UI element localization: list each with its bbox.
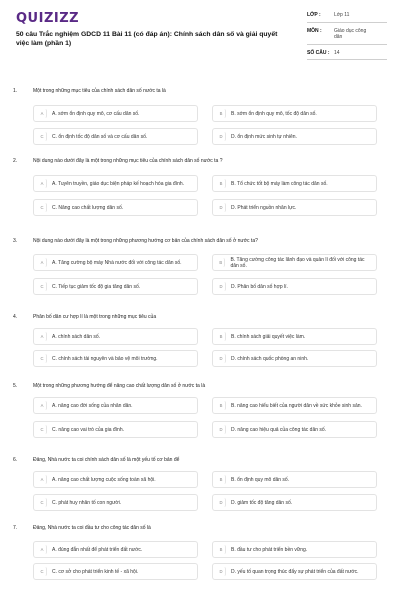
option-text: C. nâng cao vai trò của gia đình. [52, 426, 124, 433]
subject-value: Giáo dục công dân [334, 27, 367, 40]
question-number: 3. [13, 238, 18, 244]
answer-option-b[interactable] [212, 397, 377, 414]
option-letter: B [217, 258, 225, 267]
option-text: A. nâng cao chất lượng cuộc sống toàn xã hội. [52, 476, 156, 483]
answer-option-a[interactable] [33, 541, 198, 558]
question-number: 1. [13, 88, 18, 94]
option-text: C. Nâng cao chất lượng dân số. [52, 204, 124, 211]
subject-label: MÔN : [307, 27, 322, 34]
option-letter: C [38, 425, 47, 434]
answer-option-d[interactable] [212, 563, 377, 580]
option-text: A. Tăng cường bộ máy Nhà nước đối với công tác dân số. [52, 259, 182, 266]
answer-option-c[interactable] [33, 421, 198, 438]
option-letter: C [38, 498, 47, 507]
answer-option-a[interactable] [33, 328, 198, 345]
question-text: Đảng, Nhà nước ta coi chính sách dân số là một yếu tố cơ bản để [33, 457, 180, 463]
question-number: 5. [13, 383, 18, 389]
answer-option-c[interactable] [33, 350, 198, 367]
meta-subject-row [307, 28, 387, 45]
question-number: 4. [13, 314, 18, 320]
option-letter: B [217, 332, 226, 341]
answer-option-b[interactable] [212, 175, 377, 192]
question-text: Đảng, Nhà nước ta coi đầu tư cho công tác dân số là [33, 525, 151, 531]
question-text: Nội dung nào dưới đây là một trong những mục tiêu của chính sách dân số nước ta ? [33, 158, 223, 164]
count-value: 14 [334, 49, 340, 56]
option-letter: A [38, 179, 47, 188]
answer-option-a[interactable] [33, 397, 198, 414]
option-letter: D [217, 567, 226, 576]
class-value: Lớp 11 [334, 12, 350, 18]
option-letter: D [217, 354, 226, 363]
option-text: D. giảm tốc độ tăng dân số. [231, 499, 293, 506]
answer-option-d[interactable] [212, 278, 377, 295]
option-text: A. sớm ổn định quy mô, cơ cấu dân số. [52, 110, 140, 117]
answer-option-a[interactable] [33, 105, 198, 122]
answer-option-b[interactable] [212, 105, 377, 122]
answer-option-b[interactable] [212, 471, 377, 488]
option-letter: C [38, 354, 47, 363]
option-text: C. chính sách tài nguyên và bảo vệ môi trường. [52, 355, 158, 362]
answer-option-c[interactable] [33, 128, 198, 145]
answer-option-d[interactable] [212, 494, 377, 511]
answer-option-d[interactable] [212, 199, 377, 216]
option-letter: A [38, 475, 47, 484]
option-text: A. Tuyên truyền, giáo dục biện pháp kế hoạch hóa gia đình. [52, 180, 185, 187]
option-letter: C [38, 132, 47, 141]
option-text: D. yếu tố quan trọng thúc đẩy sự phát triển của đất nước. [231, 568, 359, 575]
option-letter: C [38, 567, 47, 576]
quizizz-logo: QUIZIZZ [16, 11, 80, 26]
option-letter: D [217, 498, 226, 507]
option-text: B. sớm ổn định quy mô, tốc độ dân số. [231, 110, 317, 117]
count-label: SỐ CÂU : [307, 49, 330, 56]
answer-option-c[interactable] [33, 199, 198, 216]
answer-option-d[interactable] [212, 128, 377, 145]
meta-class-row [307, 12, 387, 23]
option-letter: D [217, 425, 226, 434]
option-text: D. Phát triển nguồn nhân lực. [231, 204, 297, 211]
answer-option-a[interactable] [33, 254, 198, 271]
worksheet-title: 50 câu Trắc nghiệm GDCD 11 Bài 11 (có đáp án): Chính sách dân số và giải quyết việc làm (phần 1) [16, 31, 278, 47]
question-text: Một trong những mục tiêu của chính sách dân số nước ta là [33, 88, 166, 94]
option-letter: A [38, 401, 47, 410]
option-text: D. chính sách quốc phòng an ninh. [231, 355, 309, 362]
option-text: A. chính sách dân số. [52, 333, 101, 340]
option-letter: A [38, 332, 47, 341]
answer-option-b[interactable] [212, 328, 377, 345]
answer-option-b[interactable] [212, 541, 377, 558]
answer-option-c[interactable] [33, 494, 198, 511]
option-text: B. Tăng cường công tác lãnh đạo và quản lí đối với công tác dân số. [230, 256, 365, 269]
meta-count-row [307, 50, 387, 61]
option-text: A. đúng đắn nhất để phát triển đất nước. [52, 546, 143, 553]
option-letter: A [38, 258, 47, 267]
option-text: B. Tổ chức tốt bộ máy làm công tác dân số. [231, 180, 328, 187]
option-letter: A [38, 545, 47, 554]
answer-option-d[interactable] [212, 421, 377, 438]
option-text: D. nâng cao hiệu quả của công tác dân số. [231, 426, 327, 433]
answer-option-c[interactable] [33, 563, 198, 580]
question-text: Một trong những phương hướng để nâng cao chất lượng dân số ở nước ta là [33, 383, 206, 389]
option-letter: B [217, 545, 226, 554]
question-text: Nội dung nào dưới đây là một trong những phương hướng cơ bản của chính sách dân số ở nước ta? [33, 238, 258, 244]
option-letter: B [217, 401, 226, 410]
option-text: A. nâng cao đời sống của nhân dân. [52, 402, 133, 409]
option-letter: D [217, 203, 226, 212]
question-number: 2. [13, 158, 18, 164]
option-text: B. ổn định quy mô dân số. [231, 476, 290, 483]
answer-option-a[interactable] [33, 471, 198, 488]
option-letter: D [217, 132, 226, 141]
class-label: LỚP : [307, 12, 321, 18]
option-text: D. Phân bố dân số hợp lí. [231, 283, 288, 290]
option-letter: C [38, 282, 47, 291]
question-number: 6. [13, 457, 18, 463]
option-text: C. ổn định tốc độ dân số và cơ cấu dân số. [52, 133, 148, 140]
option-text: C. phát huy nhân tố con người. [52, 499, 122, 506]
answer-option-b[interactable] [212, 254, 377, 271]
option-letter: B [217, 179, 226, 188]
option-letter: C [38, 203, 47, 212]
worksheet-header [0, 0, 400, 72]
option-text: B. chính sách giải quyết việc làm. [231, 333, 306, 340]
option-letter: D [217, 282, 226, 291]
question-text: Phân bố dân cư hợp lí là một trong những mục tiêu của [33, 314, 157, 320]
option-text: B. đầu tư cho phát triển bền vững. [231, 546, 308, 553]
option-text: B. nâng cao hiểu biết của người dân về sức khỏe sinh sản. [231, 402, 362, 409]
answer-option-d[interactable] [212, 350, 377, 367]
worksheet-meta [307, 12, 387, 65]
question-number: 7. [13, 525, 18, 531]
answer-option-a[interactable] [33, 175, 198, 192]
option-letter: B [217, 109, 226, 118]
option-text: C. Tiếp tục giảm tốc độ gia tăng dân số. [52, 283, 141, 290]
option-text: C. cơ sở cho phát triển kinh tế - xã hội. [52, 568, 139, 575]
option-letter: B [217, 475, 226, 484]
option-letter: A [38, 109, 47, 118]
answer-option-c[interactable] [33, 278, 198, 295]
option-text: D. ổn định mức sinh tự nhiên. [231, 133, 297, 140]
